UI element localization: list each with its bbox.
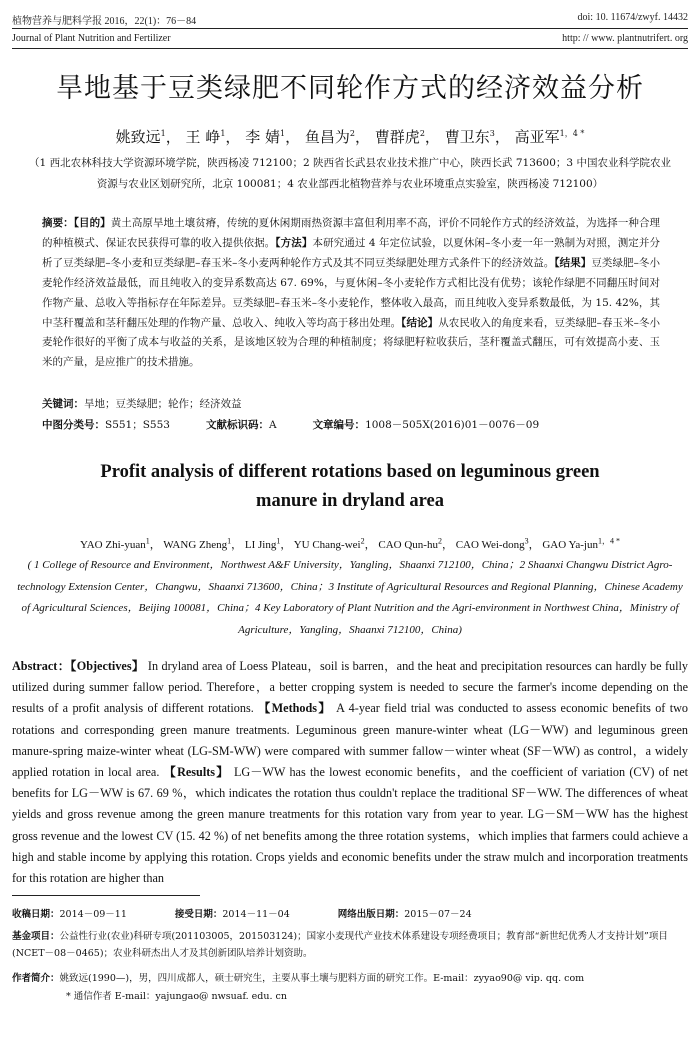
author: YU Chang-wei$^2$，: [293, 536, 376, 551]
keywords-value: 旱地；豆类绿肥；轮作；经济效益: [84, 398, 242, 410]
en-title-line: Profit analysis of different rotations based on leguminous green: [100, 462, 600, 482]
received-label: 收稿日期：: [12, 909, 60, 920]
author: CAO Qun-$hu^2$，: [378, 536, 453, 551]
author: CAO Wei-dong$^3$，: [455, 536, 540, 551]
author: 姚致远$^1$，: [115, 128, 181, 146]
author: 曹群虎$^2$，: [374, 128, 440, 146]
journal-en-name: Journal of Plant Nutrition and Fertilizer: [12, 33, 171, 44]
article-no-value: 1008－505X(2016)01－0076－09: [365, 419, 540, 431]
author: 王 峥$^1$，: [185, 128, 241, 146]
abstract-section-text: 本研究通过 4 年定位试验，以夏休闲–冬小麦一年一熟制为对照，测定并分析了豆类绿肥–冬小麦和豆类绿肥–春玉米–冬小麦两种轮作方式及其不同豆类绿肥处理方式条件下的经济效益。: [42, 236, 661, 269]
abstract-section-tag: 【方法】: [275, 236, 313, 249]
cn-affiliation: （1 西北农林科技大学资源环境学院，陕西杨凌 712100；2 陕西省长武县农业技术推广中心，陕西长武 713600；3 中国农业科学院农业资源与农业区划研究所，北京 100081；4 农业部西北植物营养与农业环境重点实验室，陕西杨凌 712100）: [29, 157, 671, 190]
author: 曹卫东$^3$，: [444, 128, 510, 146]
en-title-line: manure in dryland area: [256, 491, 444, 511]
en-abstract: [12, 656, 688, 889]
keywords-label: 关键词：: [42, 398, 84, 410]
journal-url: http: // www. plantnutrifert. org: [562, 33, 688, 44]
author: 高亚军$^{1,4 *}$: [514, 128, 585, 146]
cn-abstract: [42, 214, 660, 373]
doccode-label: 文献标识码：: [205, 419, 269, 431]
cn-authors: [0, 126, 700, 147]
abstract-section-tag: 【Objectives】: [70, 659, 145, 673]
article-no-label: 文章编号：: [312, 419, 366, 431]
online-label: 网络出版日期：: [337, 909, 405, 920]
accepted-date: 2014－11－04: [222, 909, 290, 920]
footnote-rule: [12, 895, 200, 896]
abstract-section-text: 黄土高原旱地土壤贫瘠，传统的夏休闲期雨热资源丰富但利用率不高，评价不同轮作方式的经济效益，为选择一种合理的种植模式、保证农民获得可靠的收入提供依据。: [42, 217, 661, 249]
en-abstract-label: Abstract：: [12, 659, 71, 673]
cn-title: 旱地基于豆类绿肥不同轮作方式的经济效益分析: [56, 73, 644, 104]
author: WANG Zheng$^1$，: [163, 536, 243, 551]
en-title: [0, 458, 700, 516]
footnote-funding: [12, 928, 688, 962]
en-authors: [0, 535, 700, 552]
abstract-section-text: 豆类绿肥–冬小麦轮作经济效益最低，而且纯收入的变异系数高达 67. 69%，与夏休闲–冬小麦轮作方式相比没有优势；该轮作绿肥不同翻压时间对作物产量、总收入等指标存在年际差异。豆类绿肥–春玉米–冬小麦轮作，整体收入最高，而且纯收入变异系数最低，为 15. 42%，其中茎秆覆盖和茎秆翻压处理的作物产量、总收入、纯收入等均高于移出处理。: [42, 256, 660, 329]
abstract-section-text: 从农民收入的角度来看，豆类绿肥–春玉米–冬小麦轮作很好的平衡了成本与收益的关系，是该地区较为合理的种植制度；将绿肥籽粒收获后，茎秆覆盖式翻压，可有效提高小麦、玉米的产量，是应推广的技术措施。: [42, 316, 661, 369]
header-rule-bottom: [12, 48, 688, 49]
journal-cn-citation: 植物营养与肥料学报 2016，22(1)：76－84: [12, 16, 197, 27]
abstract-section-tag: 【Methods】: [258, 701, 332, 716]
abstract-section-tag: 【结果】: [554, 256, 592, 269]
author: 李 婧$^1$，: [245, 128, 301, 146]
abstract-section-text: A 4-year field trial was conducted to assess economic benefits of two rotations and corresponding green manure treatments. Leguminous green manure-winter wheat (LG－WW) and leguminous green manure-spring maize-winter wheat (LG-SM-WW) were compared with summer fallow－winter wheat (SF－WW) as control，a widely applied rotation in local area.: [12, 701, 688, 780]
header-rule-top: [12, 28, 688, 29]
clc-value: S551；S553: [105, 419, 170, 431]
footnote-corresponding: * 通信作者 E-mail：yajungao@ nwsuaf. edu. cn: [66, 991, 287, 1002]
accepted-label: 接受日期：: [174, 909, 223, 920]
abstract-section-tag: 【Results】: [163, 765, 230, 780]
bio-text: 姚致远(1990—)，男，四川成都人，硕士研究生，主要从事土壤与肥料方面的研究工作。E-mail：zyyao90@ vip. qq. com: [59, 973, 585, 984]
abstract-section-tag: 【目的】: [73, 217, 111, 229]
funding-text: 公益性行业(农业)科研专项(201103005，201503124)；国家小麦现代产业技术体系建设专项经费项目；教育部“新世纪优秀人才支持计划”项目(NCET－08－0465)；农业科研杰出人才及其创新团队培养计划资助。: [12, 931, 668, 959]
abstract-section-tag: 【结论】: [401, 316, 439, 329]
online-date: 2015－07－24: [404, 909, 472, 920]
doi: doi: 10. 11674/zwyf. 14432: [577, 12, 688, 23]
doccode-value: A: [268, 419, 277, 431]
footnote-dates: [12, 906, 688, 923]
en-affiliation: ( 1 College of Resource and Environment，Northwest A&F University，Yangling，Shaanxi 712100，China；2 Shaanxi Changwu District Agro-technology Extension Center，Changwu，Shaanxi 713600，China；3 Institute of Agricultural Resources and Regional Planning，Chinese Academy of Agricultural Sciences，Beijing 100081，China；4 Key Laboratory of Plant Nutrition and the Agri-environment in Northwest China，Ministry of Agriculture，Yangling，Shaanxi 712100，China): [17, 559, 683, 636]
cn-classification: [42, 417, 539, 432]
author: GAO Ya-jun$^{1,4 *}$: [542, 536, 620, 551]
cn-abstract-label: 摘要：: [42, 217, 74, 229]
clc-label: 中图分类号：: [42, 419, 105, 431]
author: 鱼昌为$^2$，: [304, 128, 371, 146]
cn-keywords: [42, 396, 242, 411]
abstract-section-text: In dryland area of Loess Plateau，soil is barren，and the heat and precipitation resources can hardly be fully utilized during summer fallow period. Therefore，a better cropping system is needed to secure the farmer's income depending on the results of a profit analysis of different rotations.: [12, 659, 688, 716]
footnote-author-bio: [12, 970, 688, 987]
author: LI Jing$^1$，: [244, 536, 292, 551]
author: YAO Zhi-yuan$^1$，: [80, 536, 161, 551]
bio-label: 作者简介：: [12, 973, 60, 984]
abstract-section-text: LG－WW has the lowest economic benefits，and the coefficient of variation (CV) of net benefits for LG－WW is 67. 69 %，which indicates the rotation thus couldn't replace the traditional SF－WW. The differences of wheat yields and gross revenue among the green manure treatments for this rotation vary from year to year. LG－SM－WW has the highest gross revenue and the lowest CV (15. 42 %) of net benefits among the three rotation systems，which implies that farmers could achieve a high and stable income by applying this rotation. Crops yields and economic benefits under the straw mulch and incorporation treatments for this rotation are higher than: [12, 765, 688, 886]
funding-label: 基金项目：: [12, 931, 60, 942]
received-date: 2014－09－11: [59, 909, 127, 920]
